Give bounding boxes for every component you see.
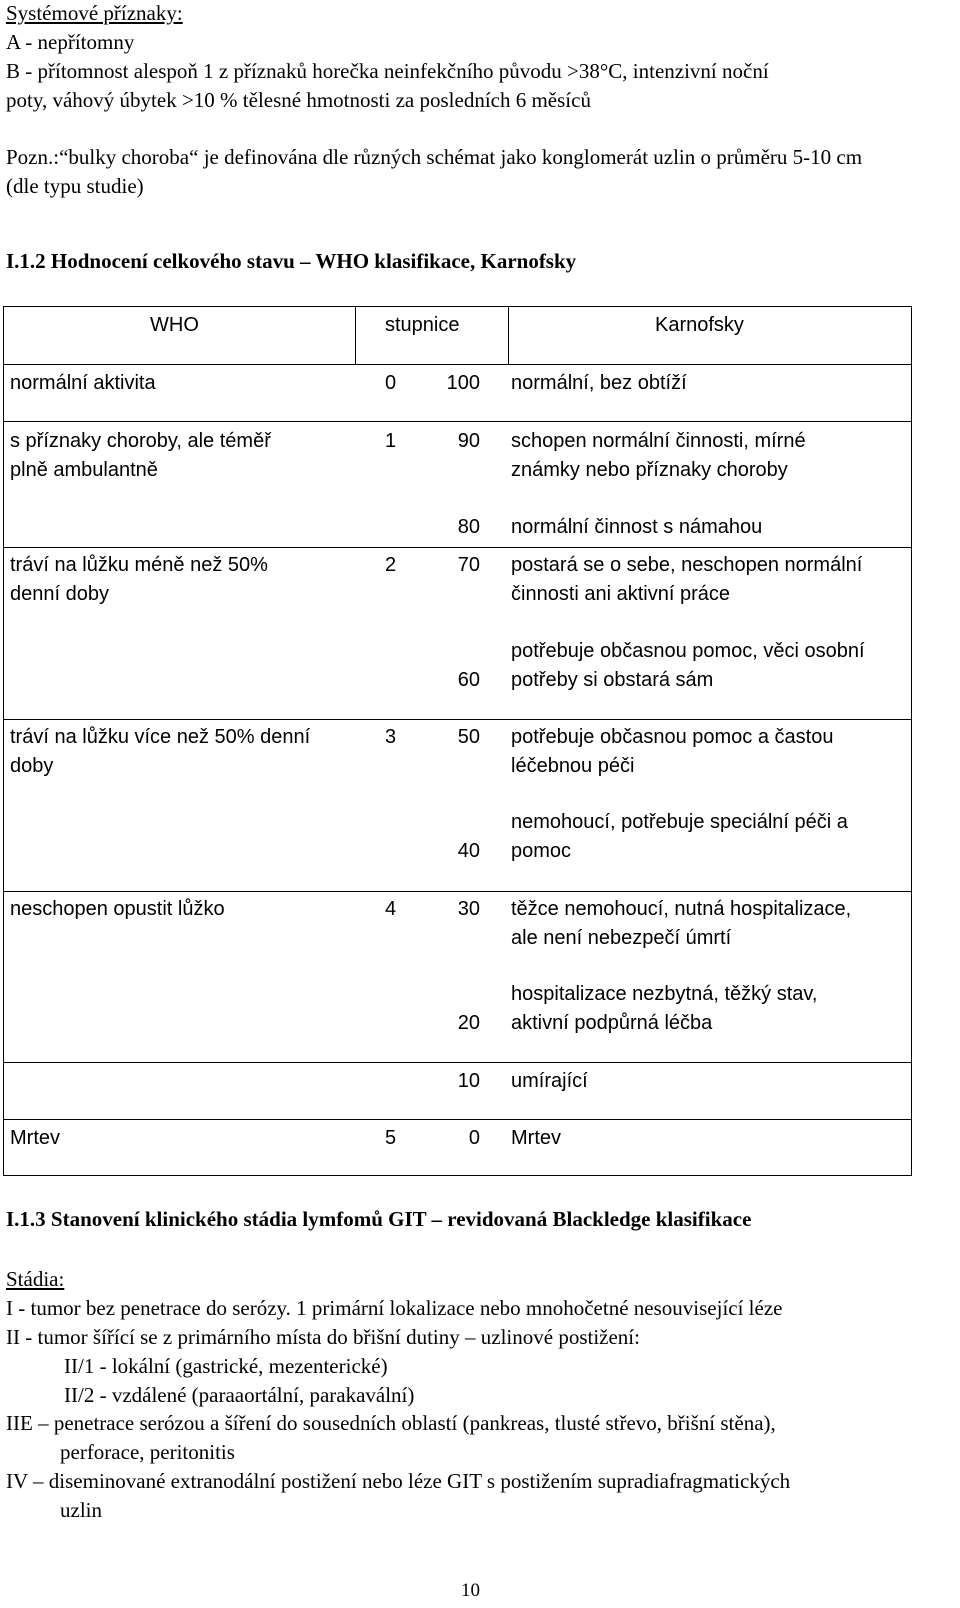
table-row-border	[3, 547, 912, 548]
karnofsky-desc-cell: ale není nebezpečí úmrtí	[511, 927, 732, 949]
header-who: WHO	[150, 314, 199, 336]
who-cell: normální aktivita	[10, 372, 156, 394]
grade-cell: 0	[385, 372, 397, 394]
symptoms-a: A - nepřítomny	[6, 30, 135, 54]
karnofsky-score-cell: 80	[457, 516, 480, 538]
karnofsky-desc-cell: normální, bez obtíží	[511, 372, 687, 394]
karnofsky-desc-cell: známky nebo příznaky choroby	[511, 459, 788, 481]
who-cell: neschopen opustit lůžko	[10, 898, 225, 920]
karnofsky-desc-cell: normální činnost s námahou	[511, 516, 763, 538]
stage-ii-1: II/1 - lokální (gastrické, mezenterické)	[64, 1354, 388, 1378]
grade-cell: 5	[385, 1127, 397, 1149]
karnofsky-desc-cell: postará se o sebe, neschopen normální	[511, 554, 863, 576]
stage-i: I - tumor bez penetrace do serózy. 1 primární lokalizace nebo mnohočetné nesouvisející léze	[6, 1296, 783, 1320]
table-header-divider	[355, 306, 356, 364]
stages-title: Stádia:	[6, 1267, 65, 1291]
header-scale: stupnice	[385, 314, 460, 336]
grade-cell: 1	[385, 430, 397, 452]
stage-iv-cont: uzlin	[60, 1498, 102, 1522]
karnofsky-desc-cell: potřebuje občasnou pomoc, věci osobní	[511, 640, 865, 662]
karnofsky-score-cell: 10	[457, 1070, 480, 1092]
karnofsky-score-cell: 0	[468, 1127, 480, 1149]
section-heading-1-1-2: I.1.2 Hodnocení celkového stavu – WHO klasifikace, Karnofsky	[6, 249, 577, 273]
who-cell: denní doby	[10, 583, 109, 605]
who-cell: plně ambulantně	[10, 459, 158, 481]
karnofsky-desc-cell: těžce nemohoucí, nutná hospitalizace,	[511, 898, 852, 920]
who-cell: doby	[10, 755, 54, 777]
table-right-border	[911, 306, 912, 1176]
who-cell: tráví na lůžku více než 50% denní	[10, 726, 311, 748]
karnofsky-score-cell: 50	[457, 726, 480, 748]
table-row-border	[3, 1119, 912, 1120]
karnofsky-desc-cell: pomoc	[511, 840, 572, 862]
karnofsky-score-cell: 20	[457, 1012, 480, 1034]
karnofsky-desc-cell: umírající	[511, 1070, 588, 1092]
karnofsky-score-cell: 60	[457, 669, 480, 691]
karnofsky-desc-cell: nemohoucí, potřebuje speciální péči a	[511, 811, 848, 833]
karnofsky-desc-cell: schopen normální činnosti, mírné	[511, 430, 806, 452]
karnofsky-desc-cell: potřebuje občasnou pomoc a častou	[511, 726, 834, 748]
table-row-border	[3, 1062, 912, 1063]
stage-iv: IV – diseminované extranodální postižení nebo léze GIT s postižením supradiafragmatických	[6, 1469, 791, 1493]
table-header-divider	[508, 306, 509, 364]
who-cell: s příznaky choroby, ale téměř	[10, 430, 271, 452]
table-left-border	[3, 306, 4, 1176]
grade-cell: 2	[385, 554, 397, 576]
symptoms-b-line1: B - přítomnost alespoň 1 z příznaků horečka neinfekčního původu >38°C, intenzivní noční	[6, 59, 769, 83]
note-line1: Pozn.:“bulky choroba“ je definována dle různých schémat jako konglomerát uzlin o průměru 5-10 cm	[6, 145, 863, 169]
karnofsky-score-cell: 100	[446, 372, 480, 394]
karnofsky-score-cell: 30	[457, 898, 480, 920]
who-cell: tráví na lůžku méně než 50%	[10, 554, 268, 576]
karnofsky-score-cell: 90	[457, 430, 480, 452]
grade-cell: 3	[385, 726, 397, 748]
symptoms-title: Systémové příznaky:	[6, 1, 183, 25]
karnofsky-desc-cell: Mrtev	[511, 1127, 561, 1149]
page-number: 10	[461, 1580, 480, 1601]
table-row-border	[3, 719, 912, 720]
karnofsky-score-cell: 40	[457, 840, 480, 862]
table-row-border	[3, 421, 912, 422]
symptoms-b-line2: poty, váhový úbytek >10 % tělesné hmotnosti za posledních 6 měsíců	[6, 88, 591, 112]
karnofsky-desc-cell: aktivní podpůrná léčba	[511, 1012, 713, 1034]
karnofsky-desc-cell: potřeby si obstará sám	[511, 669, 714, 691]
stage-ii-2: II/2 - vzdálené (paraaortální, parakavální)	[64, 1383, 415, 1407]
table-row-border	[3, 306, 912, 307]
karnofsky-desc-cell: léčebnou péči	[511, 755, 635, 777]
stage-ii: II - tumor šířící se z primárního místa do břišní dutiny – uzlinové postižení:	[6, 1325, 640, 1349]
karnofsky-desc-cell: hospitalizace nezbytná, těžký stav,	[511, 983, 818, 1005]
karnofsky-desc-cell: činnosti ani aktivní práce	[511, 583, 731, 605]
who-cell: Mrtev	[10, 1127, 60, 1149]
table-row-border	[3, 364, 912, 365]
note-line2: (dle typu studie)	[6, 174, 144, 198]
table-row-border	[3, 891, 912, 892]
table-row-border	[3, 1175, 912, 1176]
karnofsky-score-cell: 70	[457, 554, 480, 576]
stage-iie-cont: perforace, peritonitis	[60, 1440, 235, 1464]
stage-iie: IIE – penetrace serózou a šíření do sousedních oblastí (pankreas, tlusté střevo, břišní stěna),	[6, 1411, 776, 1435]
grade-cell: 4	[385, 898, 397, 920]
section-heading-1-1-3: I.1.3 Stanovení klinického stádia lymfomů GIT – revidovaná Blackledge klasifikace	[6, 1207, 752, 1231]
header-karnofsky: Karnofsky	[655, 314, 744, 336]
